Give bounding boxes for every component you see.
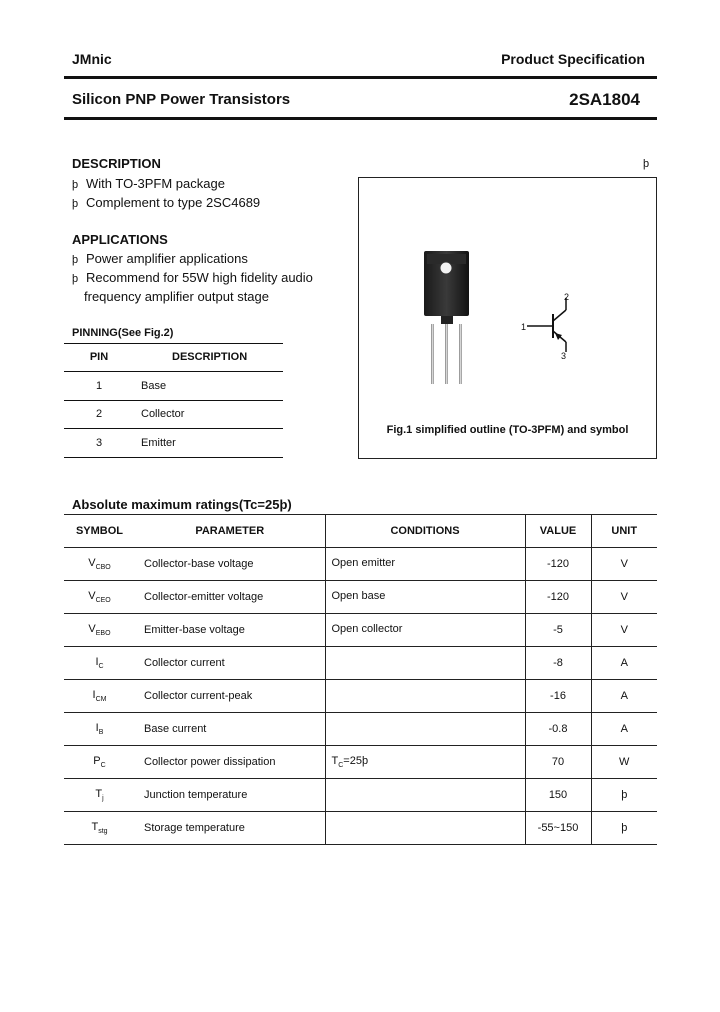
- ratings-table: [64, 514, 657, 845]
- part-number: 2SA1804: [569, 90, 640, 109]
- pinning-rule: [64, 371, 283, 372]
- symbol-subscript: C: [98, 663, 104, 671]
- unit-cell: A: [591, 713, 657, 746]
- symbol-pin-label-2: 2: [564, 292, 570, 302]
- table-row: [64, 812, 657, 845]
- unit-col-header: UNIT: [591, 515, 657, 548]
- parameter-cell: Collector current-peak: [144, 690, 253, 702]
- bullet-icon: þ: [72, 179, 79, 191]
- condition-text: Open emitter: [331, 556, 396, 569]
- conditions-cell: [325, 581, 525, 614]
- symbol-pin-label-1: 1: [521, 322, 527, 332]
- symbol-letter: P: [93, 754, 101, 767]
- conditions-cell: [325, 713, 525, 746]
- header-rule-top: [64, 76, 657, 79]
- pin-description: Emitter: [141, 437, 176, 449]
- symbol-cell: [64, 647, 135, 680]
- applications-heading: APPLICATIONS: [72, 232, 168, 247]
- application-item-text: Power amplifier applications: [86, 251, 248, 266]
- parameter-cell: Junction temperature: [144, 789, 248, 801]
- table-row: [64, 713, 657, 746]
- condition-rest: =25þ: [343, 754, 369, 767]
- condition-text: Open collector: [331, 622, 403, 635]
- parameter-cell: Emitter-base voltage: [144, 624, 245, 636]
- header-rule-bottom: [64, 117, 657, 120]
- pin-desc-col-header: DESCRIPTION: [172, 351, 248, 363]
- symbol-subscript: CEO: [95, 597, 111, 605]
- parameter-cell: Storage temperature: [144, 822, 245, 834]
- ratings-body: [64, 548, 657, 845]
- ratings-header-row: [64, 515, 657, 548]
- table-row: [64, 680, 657, 713]
- application-item-text: Recommend for 55W high fidelity audio: [86, 270, 313, 285]
- product-line-title: Silicon PNP Power Transistors: [72, 91, 291, 108]
- parameter-cell: Base current: [144, 723, 207, 735]
- table-row: [64, 614, 657, 647]
- unit-cell: A: [591, 680, 657, 713]
- condition-text: T: [331, 754, 339, 767]
- parameter-cell: Collector current: [144, 657, 225, 669]
- application-item: [72, 251, 248, 266]
- pinning-rule: [64, 400, 283, 401]
- conditions-cell: [325, 812, 525, 845]
- symbol-cell: [64, 614, 135, 647]
- table-row: [64, 548, 657, 581]
- value-col-header: VALUE: [525, 515, 591, 548]
- ratings-heading: Absolute maximum ratings(Tc=25þ): [72, 497, 292, 512]
- unit-cell: W: [591, 746, 657, 779]
- value-cell: 70: [525, 746, 591, 779]
- conditions-cell: [325, 548, 525, 581]
- pinning-rule: [64, 343, 283, 344]
- document-type: Product Specification: [501, 51, 645, 67]
- pinning-rule: [64, 428, 283, 429]
- symbol-cell: [64, 779, 135, 812]
- symbol-subscript: C: [100, 762, 106, 770]
- symbol-letter: I: [95, 655, 99, 668]
- bullet-icon: þ: [72, 273, 79, 285]
- unit-cell: þ: [591, 812, 657, 845]
- parameter-cell: Collector-emitter voltage: [144, 591, 264, 603]
- parameter-col-header: PARAMETER: [195, 525, 265, 537]
- conditions-col-header: CONDITIONS: [325, 515, 525, 548]
- application-continuation: frequency amplifier output stage: [84, 289, 269, 304]
- pinning-heading: PINNING(See Fig.2): [72, 327, 174, 339]
- symbol-letter: T: [91, 820, 99, 833]
- value-cell: -5: [525, 614, 591, 647]
- symbol-letter: V: [88, 589, 96, 602]
- description-item-text: With TO-3PFM package: [86, 176, 225, 191]
- unit-cell: V: [591, 548, 657, 581]
- symbol-cell: [64, 680, 135, 713]
- figure-caption: Fig.1 simplified outline (TO-3PFM) and symbol: [386, 424, 629, 436]
- symbol-letter: I: [92, 688, 96, 701]
- bullet-icon: þ: [72, 198, 79, 210]
- pin-description: Collector: [141, 408, 185, 420]
- symbol-subscript: CBO: [95, 564, 111, 572]
- table-row: [64, 746, 657, 779]
- description-heading: DESCRIPTION: [72, 156, 161, 171]
- description-item-text: Complement to type 2SC4689: [86, 195, 261, 210]
- conditions-cell: [325, 779, 525, 812]
- pinning-rule: [64, 457, 283, 458]
- symbol-subscript: B: [98, 729, 104, 737]
- description-item: [72, 195, 260, 210]
- value-cell: -120: [525, 548, 591, 581]
- symbol-subscript: j: [102, 795, 104, 803]
- condition-text: Open base: [331, 589, 386, 602]
- table-row: [64, 581, 657, 614]
- condition-subscript: C: [338, 762, 344, 770]
- unit-cell: V: [591, 614, 657, 647]
- symbol-letter: V: [88, 622, 96, 635]
- symbol-col-header: SYMBOL: [75, 525, 124, 537]
- table-row: [64, 647, 657, 680]
- conditions-cell: [325, 746, 525, 779]
- symbol-subscript: stg: [98, 828, 108, 836]
- parameter-cell: Collector-base voltage: [144, 558, 254, 570]
- symbol-letter: I: [95, 721, 99, 734]
- value-cell: -120: [525, 581, 591, 614]
- value-cell: -16: [525, 680, 591, 713]
- pin-number: 3: [95, 437, 103, 449]
- transistor-package-image: [359, 178, 656, 458]
- conditions-cell: [325, 614, 525, 647]
- application-item: [72, 270, 313, 285]
- description-item: [72, 176, 225, 191]
- pin-number: 2: [95, 408, 103, 420]
- value-cell: 150: [525, 779, 591, 812]
- symbol-letter: T: [95, 787, 103, 800]
- value-cell: -8: [525, 647, 591, 680]
- figure-box: [358, 177, 657, 459]
- symbol-cell: [64, 581, 135, 614]
- conditions-cell: [325, 680, 525, 713]
- pin-number: 1: [95, 380, 103, 392]
- symbol-subscript: CM: [95, 696, 107, 704]
- value-cell: -0.8: [525, 713, 591, 746]
- unit-cell: A: [591, 647, 657, 680]
- value-cell: -55~150: [525, 812, 591, 845]
- pin-col-header: PIN: [89, 351, 109, 363]
- symbol-cell: [64, 812, 135, 845]
- unit-cell: V: [591, 581, 657, 614]
- conditions-cell: [325, 647, 525, 680]
- unit-cell: þ: [591, 779, 657, 812]
- symbol-pin-label-3: 3: [561, 351, 567, 361]
- corner-mark: þ: [643, 158, 650, 170]
- symbol-subscript: EBO: [95, 630, 111, 638]
- symbol-cell: [64, 548, 135, 581]
- symbol-cell: [64, 746, 135, 779]
- table-row: [64, 779, 657, 812]
- symbol-letter: V: [88, 556, 96, 569]
- pin-description: Base: [141, 380, 167, 392]
- company-name: JMnic: [72, 51, 112, 67]
- symbol-cell: [64, 713, 135, 746]
- bullet-icon: þ: [72, 254, 79, 266]
- parameter-cell: Collector power dissipation: [144, 756, 276, 768]
